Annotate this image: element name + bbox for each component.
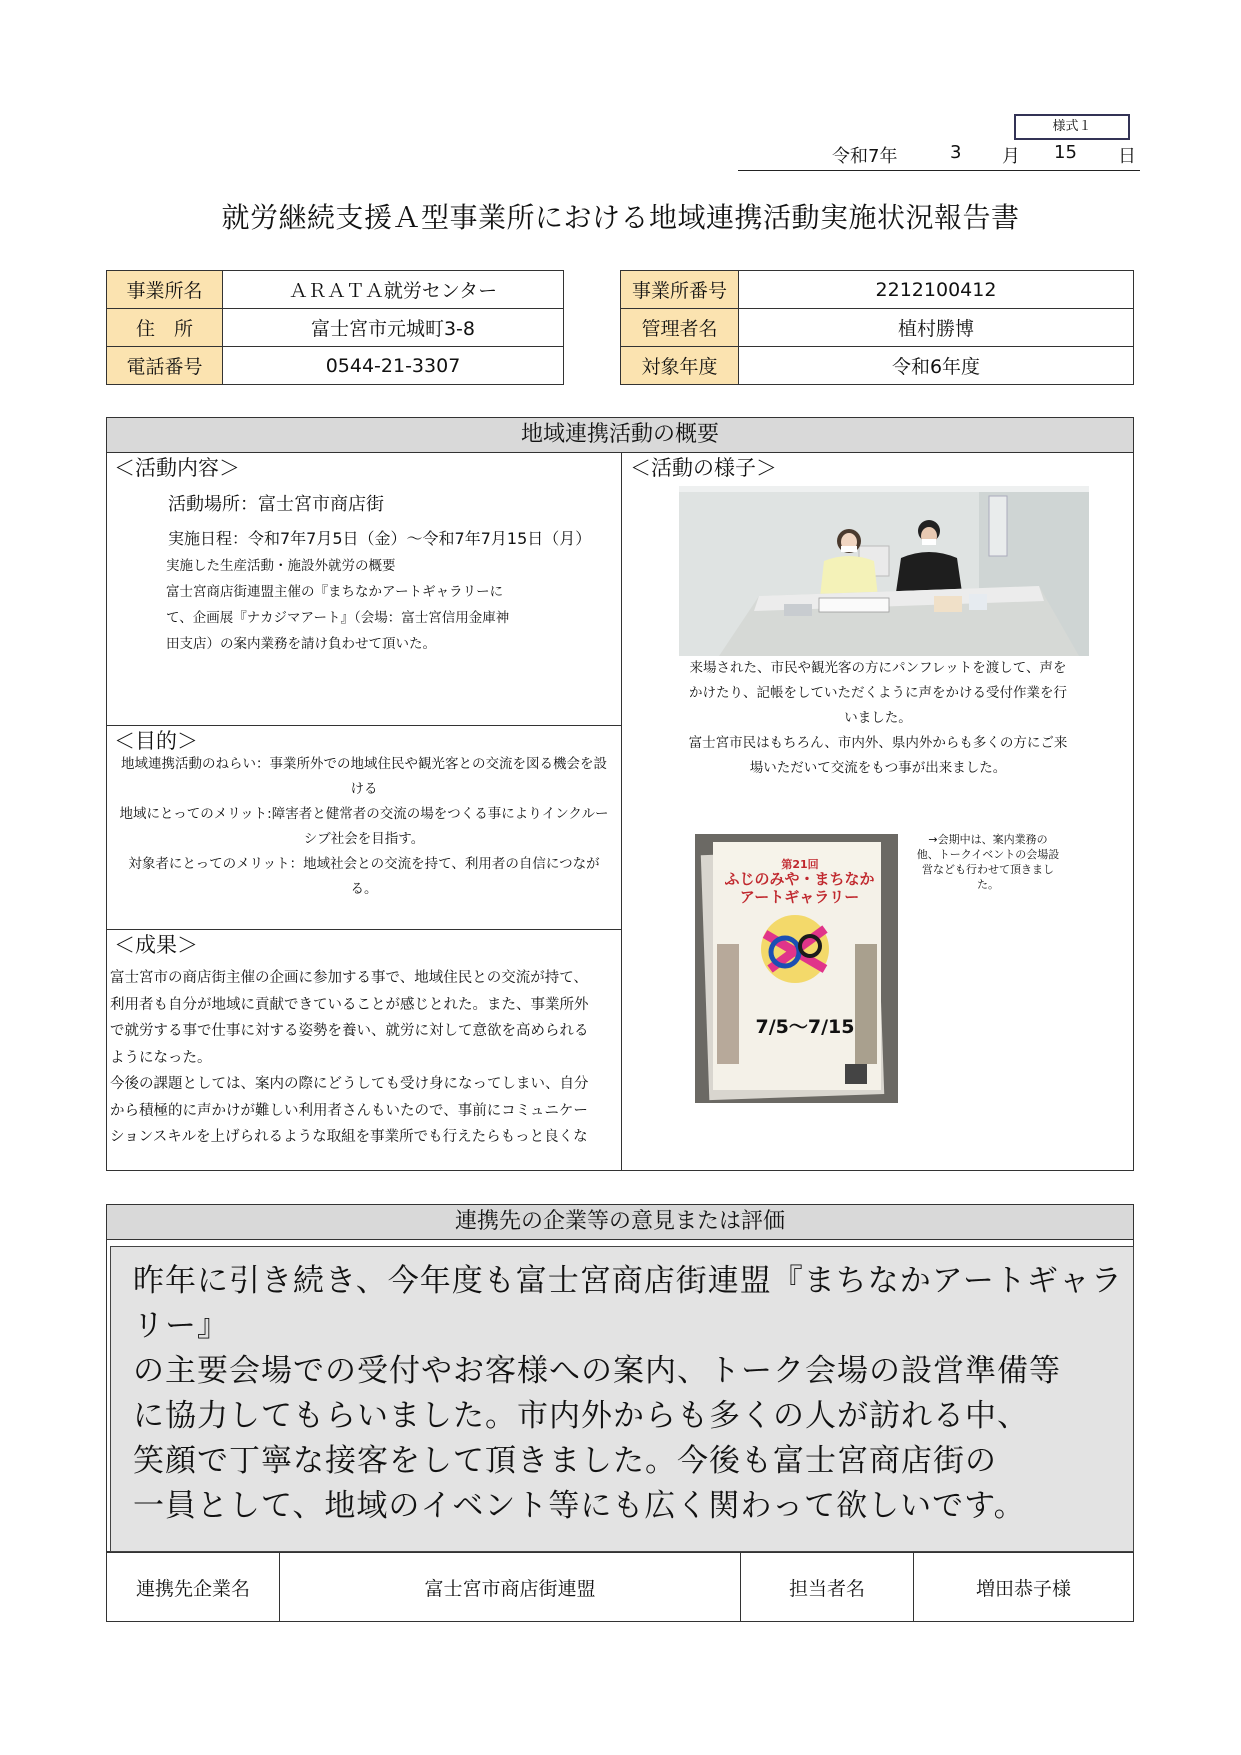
office-address-label: 住 所 <box>107 309 223 347</box>
office-name: ＡＲＡＴＡ就労センター <box>223 271 564 309</box>
caption-line: 富士宮市民はもちろん、市内外、県内外からも多くの方にご来 <box>688 735 1068 751</box>
partner-name: 富士宮市商店街連盟 <box>280 1553 741 1622</box>
target-year-label: 対象年度 <box>621 347 739 385</box>
result-line: ションスキルを上げられるような取組を事業所でも行えたらもっと良くな <box>110 1129 588 1145</box>
office-number-label: 事業所番号 <box>621 271 739 309</box>
report-date <box>820 142 1140 170</box>
purpose-line: 対象者にとってのメリット：地域社会との交流を持て、利用者の自信につなが <box>128 856 600 872</box>
office-phone: 0544-21-3307 <box>223 347 564 385</box>
handwritten-line: の主要会場での受付やお客様への案内、トーク会場の設営準備等 <box>133 1353 1061 1389</box>
date-month-unit: 月 <box>1002 146 1020 167</box>
poster-title-2: アートギャラリー <box>739 888 860 906</box>
partner-label: 連携先企業名 <box>107 1553 280 1622</box>
caption-line: かけたり、記帳をしていただくように声をかける受付作業を行 <box>689 685 1067 701</box>
caption-line: いました。 <box>844 710 912 726</box>
result-heading: ＜成果＞ <box>114 933 198 957</box>
date-era: 令和7年 <box>832 146 898 167</box>
activity-heading: ＜活動内容＞ <box>114 456 240 480</box>
result-line: ようになった。 <box>110 1049 212 1066</box>
office-number: 2212100412 <box>739 271 1134 309</box>
caption-line: 場いただいて交流をもつ事が出来ました。 <box>749 760 1007 776</box>
result-line: 利用者も自分が地域に貢献できていることが感じとれた。また、事業所外 <box>110 996 589 1013</box>
purpose-text <box>108 752 620 902</box>
purpose-line: 地域にとってのメリット:障害者と健常者の交流の場をつくる事によりインクルー <box>119 806 609 822</box>
caption-line: 来場された、市民や観光客の方にパンフレットを渡して、声を <box>689 660 1067 676</box>
note-line: 営なども行わせて頂きまし <box>922 863 1054 876</box>
result-text <box>110 965 589 1151</box>
activity-line: 実施した生産活動・施設外就労の概要 <box>166 558 396 574</box>
poster-title-1: ふじのみや・まちなか <box>724 870 875 888</box>
overview-heading: 地域連携活動の概要 <box>107 418 1133 453</box>
scene-heading: ＜活動の様子＞ <box>630 456 777 480</box>
handwritten-line: 笑顔で丁寧な接客をして頂きました。今後も富士宮商店街の <box>133 1443 997 1479</box>
note-line: 他、トークイベントの会場設 <box>916 848 1060 861</box>
scene-note <box>900 832 1076 892</box>
activity-place: 活動場所：富士宮市商店街 <box>168 494 384 515</box>
handwritten-text <box>133 1259 1123 1529</box>
handwritten-line: 昨年に引き続き、今年度も富士宮商店街連盟『まちなかアートギャラリー』 <box>133 1263 1123 1344</box>
target-year: 令和6年度 <box>739 347 1134 385</box>
activity-schedule: 実施日程：令和7年7月5日（金）～令和7年7月15日（月） <box>168 529 592 548</box>
date-day: 15 <box>1054 142 1077 163</box>
date-month: 3 <box>950 142 962 163</box>
overview-divider <box>621 453 622 1170</box>
page-title: 就労継続支援Ａ型事業所における地域連携活動実施状況報告書 <box>221 201 1020 234</box>
office-info-right <box>620 270 1134 385</box>
result-line: 今後の課題としては、案内の際にどうしても受け身になってしまい、自分 <box>110 1076 589 1092</box>
office-phone-label: 電話番号 <box>107 347 223 385</box>
activity-description <box>166 553 509 657</box>
date-day-unit: 日 <box>1118 146 1136 167</box>
poster-edition: 第21回 <box>781 858 819 871</box>
evaluation-heading: 連携先の企業等の意見または評価 <box>107 1205 1133 1240</box>
contact-name: 増田恭子様 <box>914 1553 1134 1622</box>
purpose-line: ける <box>350 781 378 797</box>
handwritten-comment <box>110 1246 1134 1552</box>
poster-photo <box>695 834 898 1103</box>
reception-photo <box>679 486 1089 656</box>
manager-label: 管理者名 <box>621 309 739 347</box>
activity-line: 田支店）の案内業務を請け負わせて頂いた。 <box>166 636 436 652</box>
partner-table <box>106 1552 1134 1622</box>
result-line: から積極的に声かけが難しい利用者さんもいたので、事前にコミュニケー <box>110 1102 588 1119</box>
purpose-line: シブ社会を目指す。 <box>303 831 425 847</box>
result-line: で就労する事で仕事に対する姿勢を養い、就労に対して意欲を高められる <box>110 1023 589 1039</box>
note-line: →会期中は、案内業務の <box>928 833 1048 846</box>
office-address: 富士宮市元城町3-8 <box>223 309 564 347</box>
contact-label: 担当者名 <box>741 1553 914 1622</box>
result-line: 富士宮市の商店街主催の企画に参加する事で、地域住民との交流が持て、 <box>110 970 588 986</box>
purpose-heading: ＜目的＞ <box>114 729 198 753</box>
poster-dates: 7/5～7/15 <box>755 1016 855 1038</box>
scene-caption <box>624 656 1132 781</box>
form-number-badge: 様式１ <box>1014 114 1130 140</box>
purpose-line: る。 <box>350 881 378 897</box>
office-info-left <box>106 270 564 385</box>
activity-line: て、企画展『ナカジマアート』（会場：富士宮信用金庫神 <box>166 610 510 626</box>
handwritten-line: に協力してもらいました。市内外からも多くの人が訪れる中、 <box>133 1398 1029 1434</box>
purpose-line: 地域連携活動のねらい：事業所外での地域住民や観光客との交流を図る機会を設 <box>121 756 607 772</box>
handwritten-line: 一員として、地域のイベント等にも広く関わって欲しいです。 <box>133 1488 1026 1524</box>
manager-name: 植村勝博 <box>739 309 1134 347</box>
office-name-label: 事業所名 <box>107 271 223 309</box>
activity-line: 富士宮商店街連盟主催の『まちなかアートギャラリーに <box>166 584 504 600</box>
date-underline <box>738 170 1140 171</box>
note-line: た。 <box>977 878 999 891</box>
reception-photo-illustration <box>679 486 1089 656</box>
